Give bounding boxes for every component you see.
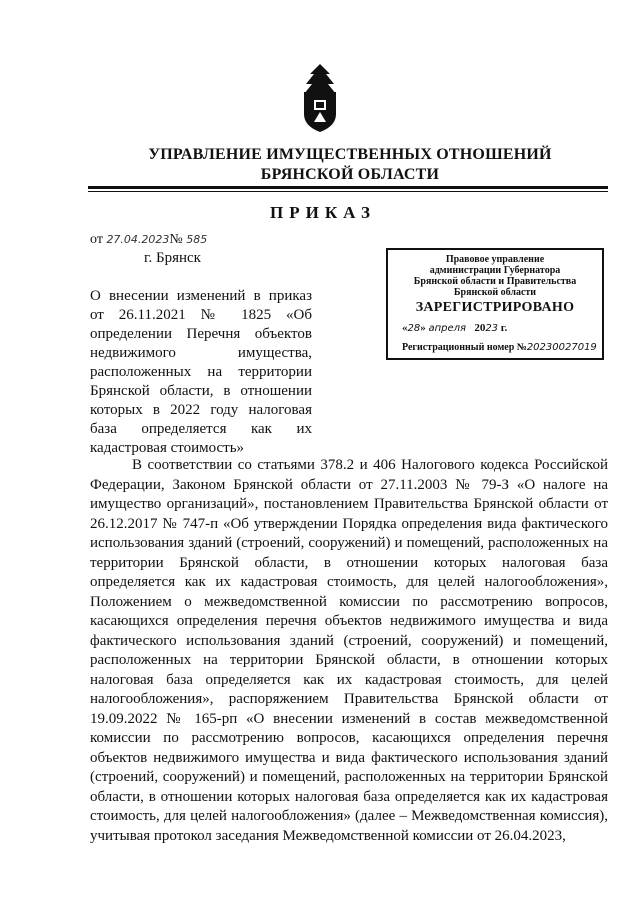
stamp-line-2: администрации Губернатора [429,265,561,276]
stamp-reg-number: 20230027019 [526,342,597,353]
document-date-number [90,232,207,248]
org-line-2: БРЯНСКОЙ ОБЛАСТИ [260,166,440,183]
document-subject: О внесении изменений в приказ от 26.11.2021 № 1825 «Об определении Перечня объектов недвижимого имущества, расположенных на территории Брянской области, в отношении которых в 2022 году налоговая база определяется как их кадастровая стоимость» [90,288,312,456]
stamp-line-1: Правовое управление [445,254,545,265]
document-body-paragraph: В соответствии со статьями 378.2 и 406 Налогового кодекса Российской Федерации, Законом Брянской области от 27.11.2003 № 79-З «О налоге на имущество организаций», постановлением Правительства Брянской области от 26.12.2017 № 747-п «Об утверждении Порядка определения вида фактического использования зданий (строений, сооружений) и помещений, расположенных на территории Брянской области, в отношении которых налоговая база определяется как их кадастровая стоимость, для целей налогообложения», Положением о межведомственной комиссии по рассмотрению вопросов, касающихся определения перечня объектов недвижимого имущества и вида фактического использования зданий (строений, сооружений) и помещений, расположенных на территории Брянской области, в отношении которых налоговая база определяется как их кадастровая стоимость, для целей налогообложения», распоряжением Правительства Брянской области от 19.09.2022 № 165-рп «О внесении изменений в состав межведомственной комиссии по рассмотрению вопросов, касающихся определения перечня объектов недвижимого имущества и вида фактического использования зданий (строений, сооружений) и помещений, расположенных на территории Брянской области, в отношении которых налоговая база определяется как их кадастровая стоимость, для целей налогообложения» (далее – Межведомственная комиссия), учитывая протокол заседания Межведомственной комиссии от 26.04.2023, [90,457,608,844]
stamp-day: 28 [407,323,421,334]
stamp-year-unit: г. [500,322,508,334]
date-prefix: от [90,232,103,247]
stamp-month: апреля [428,323,467,334]
header-rule-thin [88,191,608,192]
stamp-reg-row [402,342,597,353]
stamp-line-4: Брянской области [453,287,537,298]
coat-of-arms-emblem [300,62,340,134]
stamp-year-prefix: 20 [474,322,486,334]
stamp-year-suffix: 23 [485,323,499,334]
stamp-reg-label: Регистрационный номер № [402,342,527,353]
org-line-1: УПРАВЛЕНИЕ ИМУЩЕСТВЕННЫХ ОТНОШЕНИЙ [148,146,552,163]
stamp-line-3: Брянской области и Правительства [413,276,577,287]
document-type: ПРИКАЗ [270,203,376,222]
number-handwritten: 585 [186,233,208,246]
stamp-date-row: «28» апреля 2023 г. [402,322,508,334]
registration-stamp [386,248,604,360]
organization-name [100,145,600,185]
document-city: г. Брянск [144,250,201,266]
header-rule-thick [88,186,608,189]
date-handwritten: 27.04.2023 [106,233,170,246]
stamp-title: ЗАРЕГИСТРИРОВАНО [415,300,575,315]
number-prefix: № [169,232,183,247]
